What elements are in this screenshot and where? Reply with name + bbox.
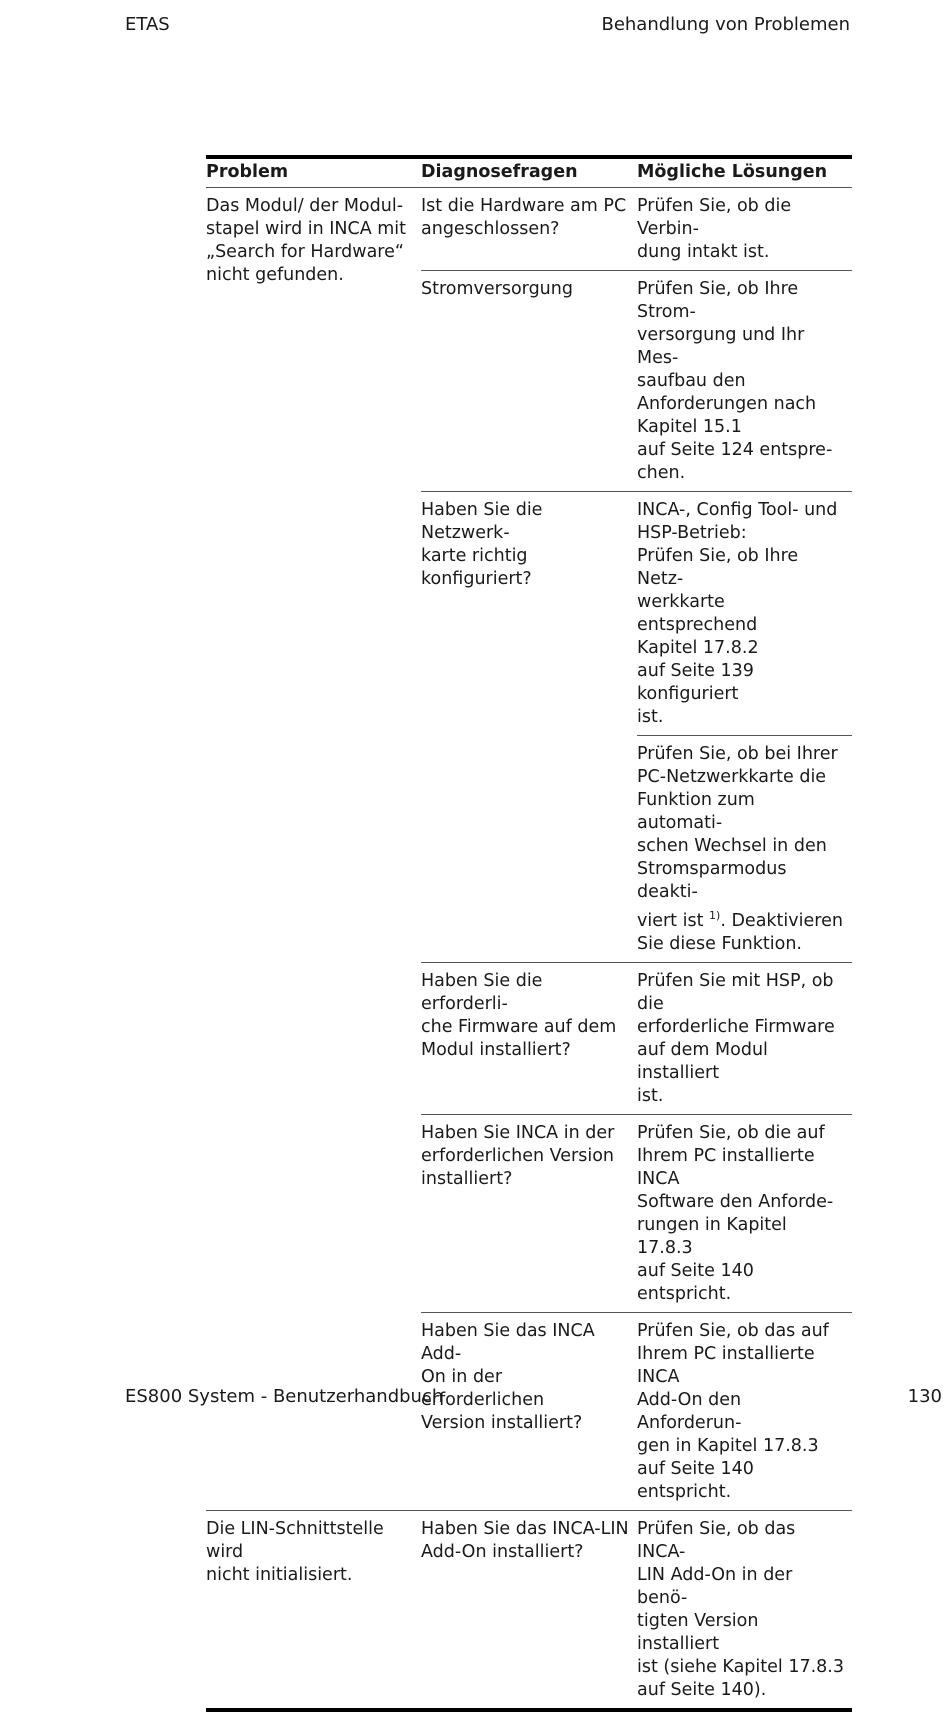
table-header-row bbox=[206, 157, 852, 188]
problem-cell: Die LIN-Schnittstelle wird nicht initialisiert. bbox=[206, 1510, 421, 1710]
column-header-solution: Mögliche Lösungen bbox=[637, 157, 852, 188]
solution-cell: Prüfen Sie, ob das auf Ihrem PC installierte INCA Add-On den Anforderun- gen in Kapitel 17.8.3 auf Seite 140 entspricht. bbox=[637, 1312, 852, 1510]
diagnosis-cell: Ist die Hardware am PC angeschlossen? bbox=[421, 188, 637, 271]
solution-cell: Prüfen Sie, ob Ihre Strom- versorgung und Ihr Mes- saufbau den Anforderungen nach Kapitel 15.1 auf Seite 124 entspre- chen. bbox=[637, 271, 852, 492]
problem-cell: Das Modul/ der Modul- stapel wird in INCA mit „Search for Hardware“ nicht gefunden. bbox=[206, 196, 407, 285]
running-footer-title: ES800 System - Benutzerhandbuch bbox=[125, 1386, 444, 1407]
column-header-diagnosis: Diagnosefragen bbox=[421, 157, 637, 188]
diagnosis-cell: Stromversorgung bbox=[421, 271, 637, 492]
table-row bbox=[206, 188, 852, 271]
diagnosis-cell: Haben Sie die Netzwerk- karte richtig konfiguriert? bbox=[421, 492, 637, 963]
troubleshooting-table bbox=[206, 155, 852, 1712]
running-header-left: ETAS bbox=[125, 14, 170, 35]
solution-cell: Prüfen Sie, ob die Verbin- dung intakt ist. bbox=[637, 188, 852, 271]
solution-cell: INCA-, Config Tool- und HSP-Betrieb: Prüfen Sie, ob Ihre Netz- werkkarte entsprechend Kapitel 17.8.2 auf Seite 139 konfiguriert ist. bbox=[637, 492, 852, 736]
diagnosis-cell: Haben Sie INCA in der erforderlichen Version installiert? bbox=[421, 1114, 637, 1312]
running-header-right: Behandlung von Problemen bbox=[601, 14, 850, 35]
solution-cell: Prüfen Sie mit HSP, ob die erforderliche Firmware auf dem Modul installiert ist. bbox=[637, 962, 852, 1114]
page-number: 130 bbox=[907, 1386, 942, 1407]
footnote-marker: 1) bbox=[709, 909, 721, 922]
diagnosis-cell: Haben Sie die erforderli- che Firmware auf dem Modul installiert? bbox=[421, 962, 637, 1114]
table-row bbox=[206, 1510, 852, 1710]
solution-text-tail: . Deaktivieren Sie diese Funktion. bbox=[637, 910, 843, 954]
solution-cell: Prüfen Sie, ob die auf Ihrem PC installierte INCA Software den Anforde- rungen in Kapitel 17.8.3 auf Seite 140 entspricht. bbox=[637, 1114, 852, 1312]
diagnosis-cell: Haben Sie das INCA-LIN Add-On installiert? bbox=[421, 1518, 629, 1562]
solution-cell bbox=[637, 736, 852, 963]
diagnosis-cell: Haben Sie das INCA Add- On in der erforderlichen Version installiert? bbox=[421, 1312, 637, 1510]
solution-text: Prüfen Sie, ob bei Ihrer PC-Netzwerkkarte die Funktion zum automati- schen Wechsel in den Stromsparmodus deakti- viert ist bbox=[637, 744, 838, 931]
solution-cell: Prüfen Sie, ob das INCA- LIN Add-On in der benö- tigten Version installiert ist (siehe Kapitel 17.8.3 auf Seite 140). bbox=[637, 1518, 844, 1700]
column-header-problem: Problem bbox=[206, 157, 421, 188]
